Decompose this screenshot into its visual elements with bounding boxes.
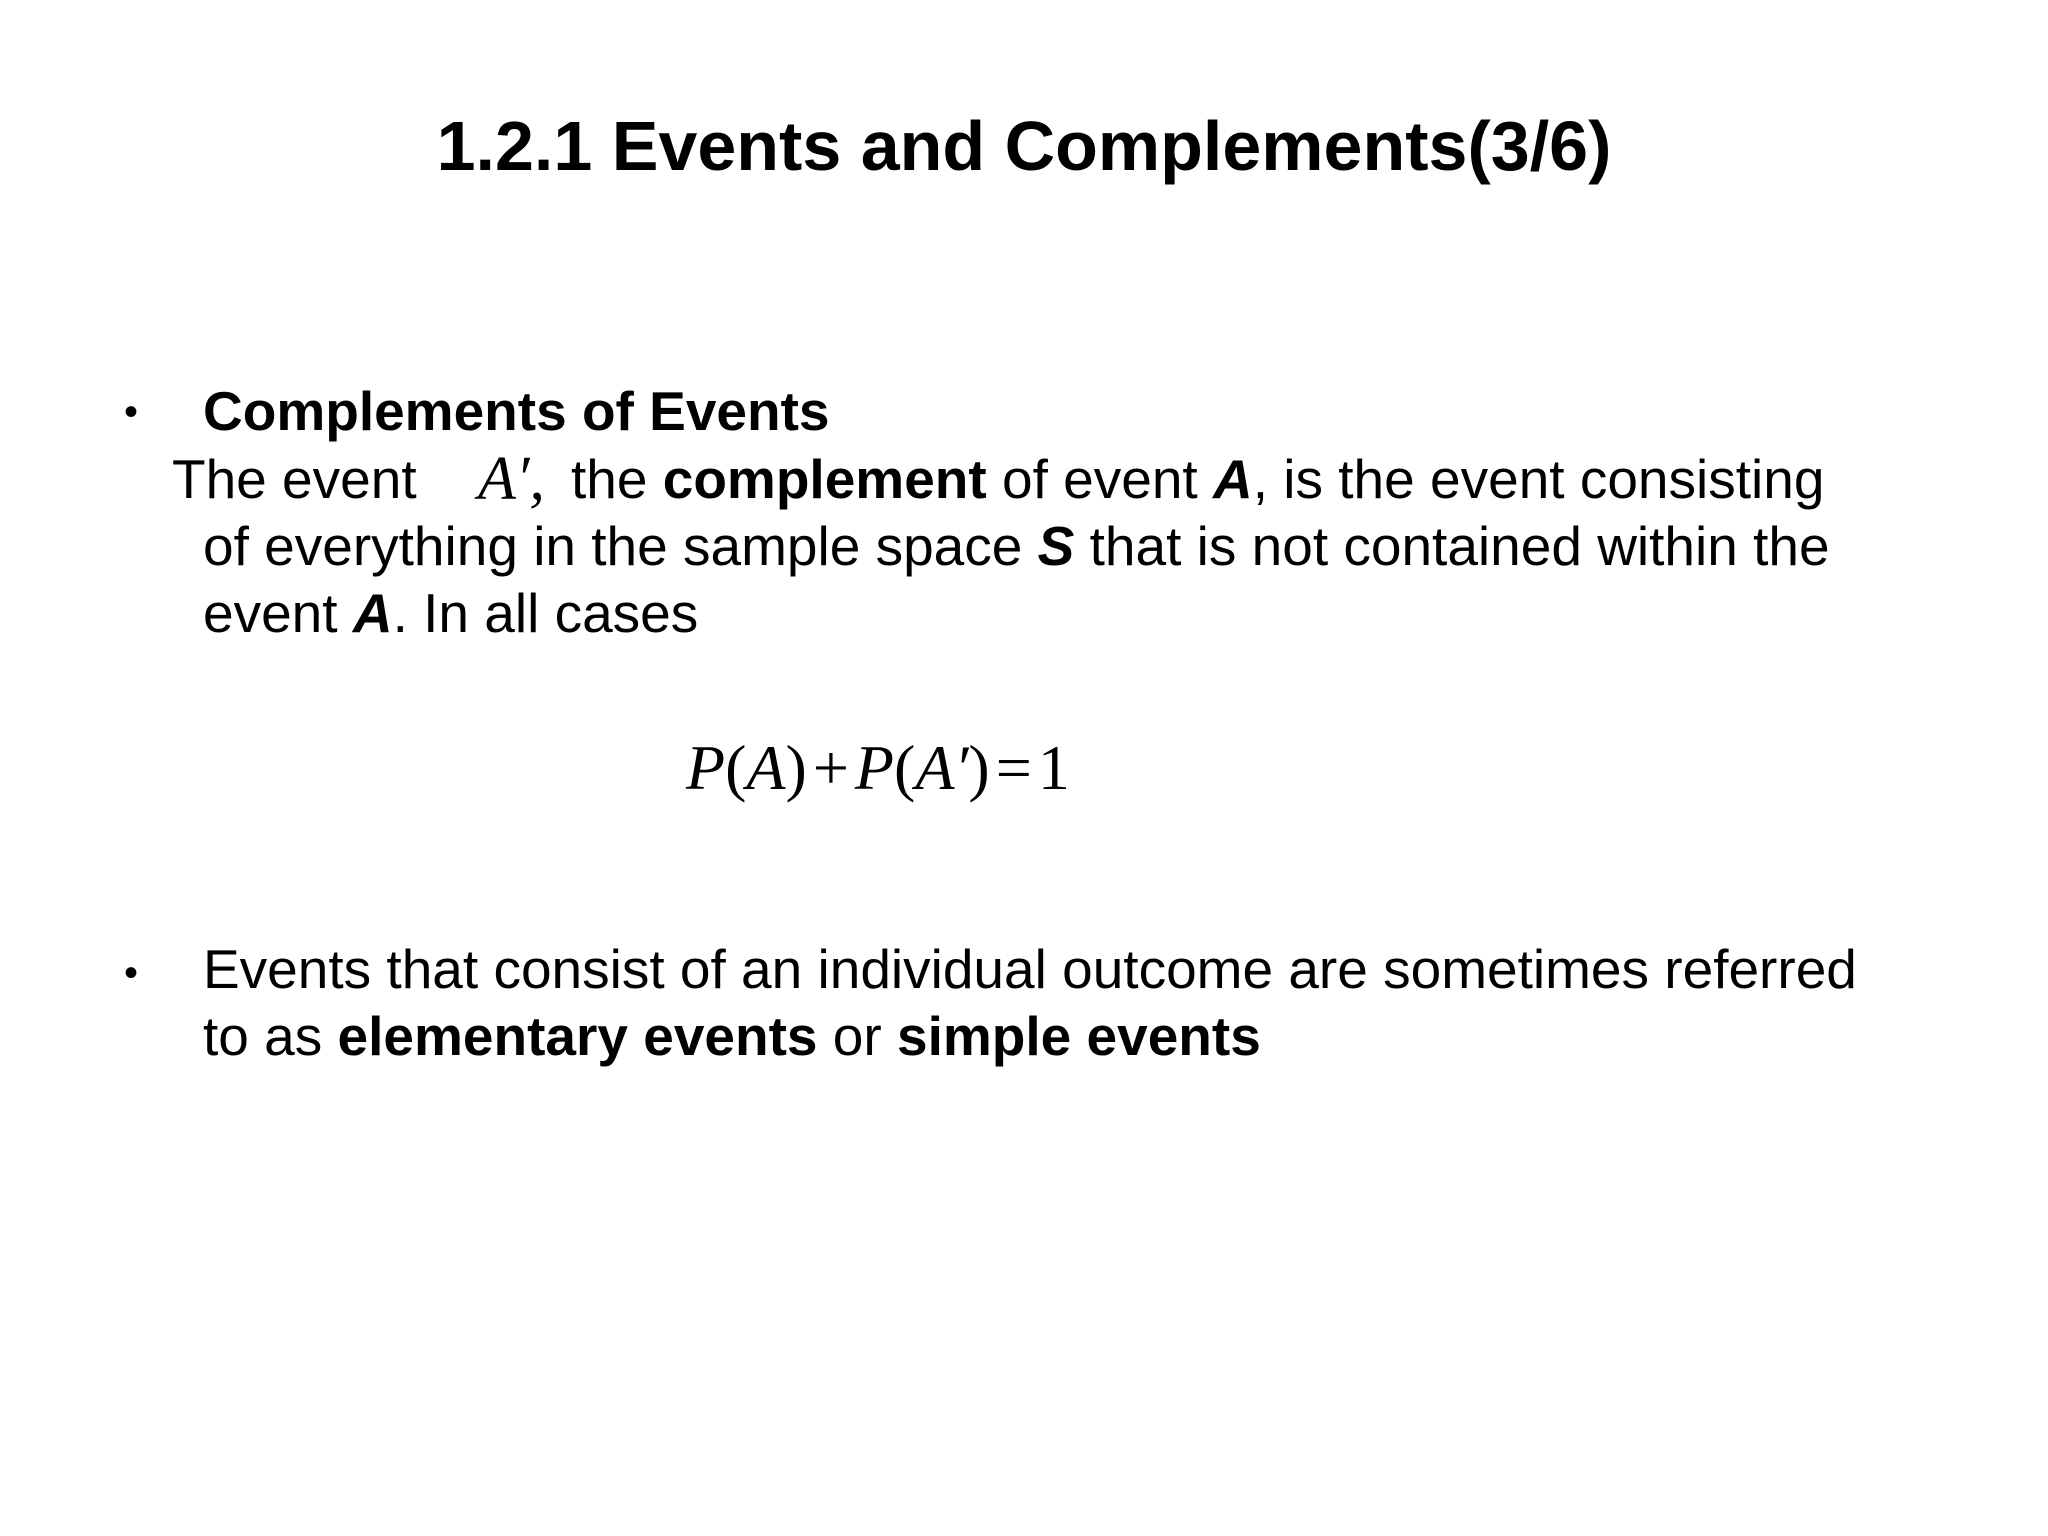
text-run: to as (203, 1005, 338, 1067)
text-run: that is not contained within the (1074, 515, 1830, 577)
text-line (203, 1003, 1261, 1069)
complement-symbol: A′, (478, 445, 545, 513)
text-line (172, 446, 417, 512)
equation-paren: ) (968, 732, 990, 803)
equation-paren: ( (725, 732, 747, 803)
slide-title: 1.2.1 Events and Complements(3/6) (436, 107, 1612, 185)
equation-paren: ) (785, 732, 807, 803)
text-line (203, 580, 698, 646)
text-run: the (571, 448, 663, 510)
equation-term: A′ (915, 732, 969, 803)
bullet-marker: • (124, 390, 139, 434)
equation-operator: + (812, 732, 849, 803)
bold-term: complement (662, 448, 987, 510)
text-run: The event (172, 448, 417, 510)
text-run: of event (986, 448, 1213, 510)
equation-operator: = (995, 732, 1032, 803)
text-line (571, 446, 1824, 512)
bold-term: simple events (897, 1005, 1261, 1067)
bullet-heading: Complements of Events (203, 380, 830, 442)
bold-term: elementary events (337, 1005, 818, 1067)
text-run: of everything in the sample space (203, 515, 1038, 577)
text-line (203, 513, 1830, 579)
bullet-marker: • (124, 951, 139, 995)
event-symbol: A (1212, 448, 1253, 510)
equation-term: 1 (1037, 732, 1070, 803)
sample-space-symbol: S (1037, 515, 1075, 577)
text-run: or (817, 1005, 897, 1067)
text-line: Events that consist of an individual outcome are sometimes referred (203, 938, 1857, 1000)
equation-term: A (746, 732, 786, 803)
text-run: , is the event consisting (1252, 448, 1825, 510)
equation-paren: ( (894, 732, 916, 803)
equation-term: P (854, 732, 894, 803)
event-symbol: A (352, 582, 393, 644)
text-run: . In all cases (392, 582, 699, 644)
complement-equation (686, 728, 1070, 808)
equation-term: P (686, 732, 726, 803)
text-run: event (203, 582, 353, 644)
